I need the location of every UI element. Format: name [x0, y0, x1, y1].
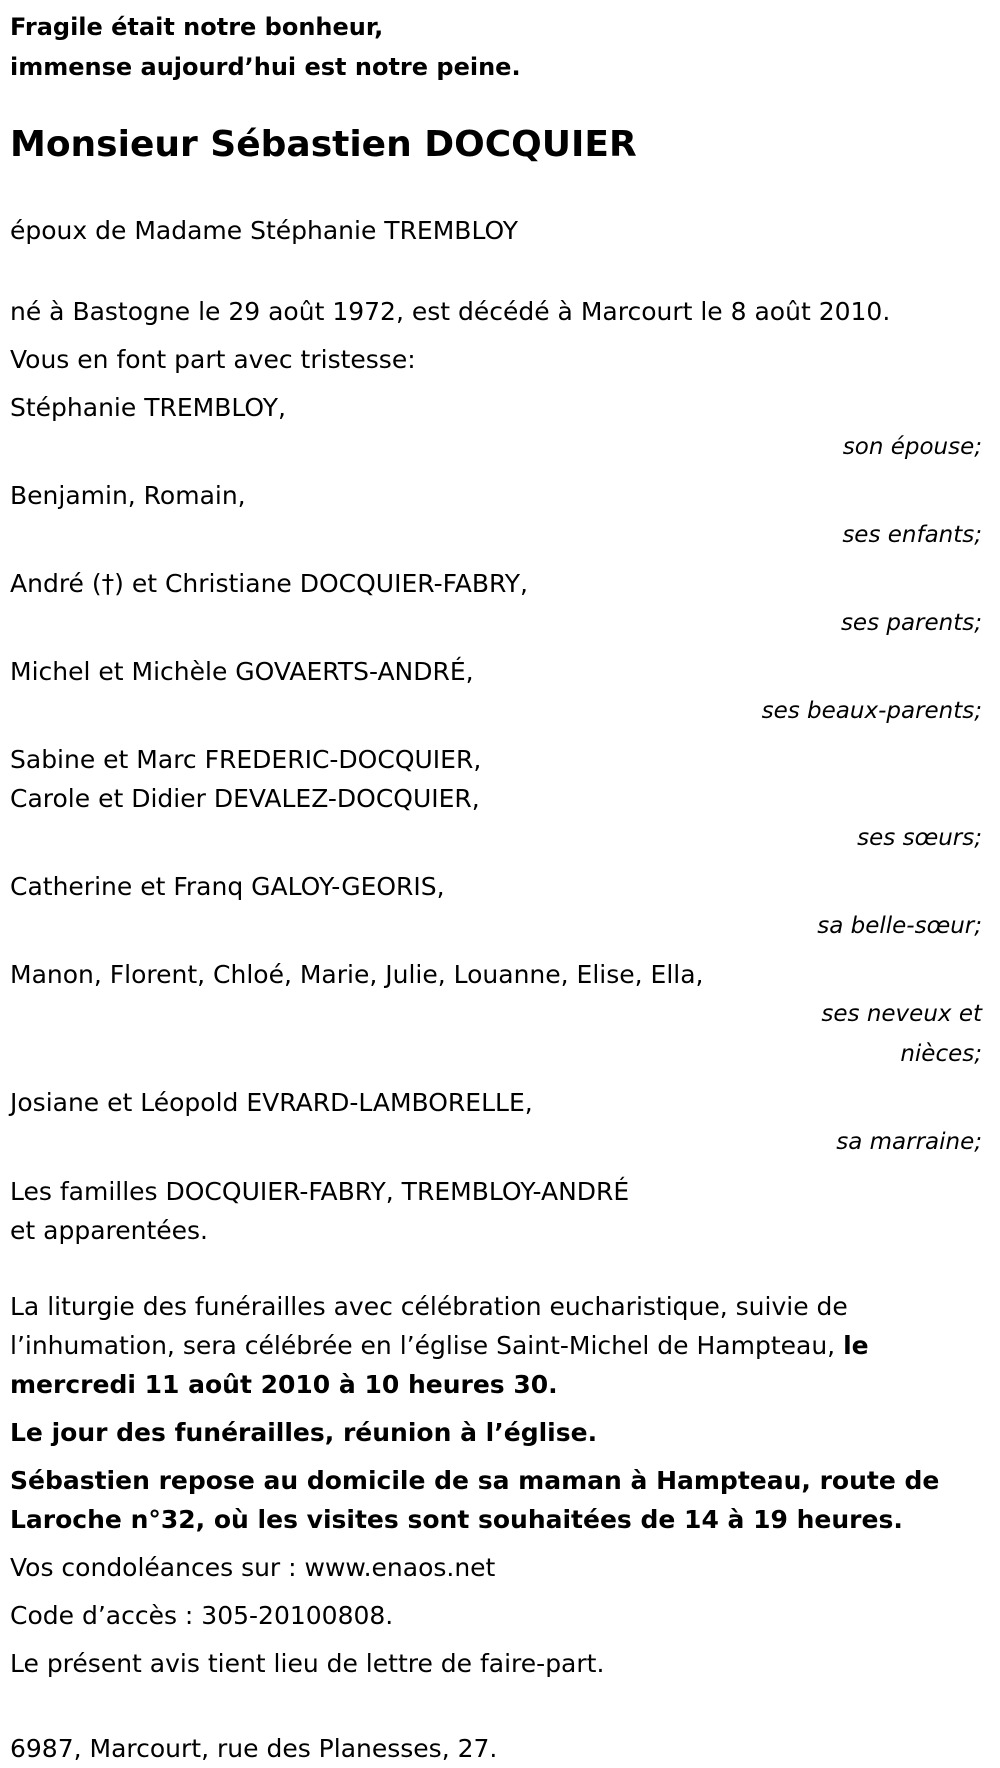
- liturgy-text: La liturgie des funérailles avec célébration eucharistique, suivie de l’inhumation, sera célébrée en l’église Saint-Michel de Hampteau,: [10, 1292, 848, 1360]
- family-entry: [10, 652, 988, 731]
- family-relation: ses parents;: [840, 610, 982, 636]
- family-entry: [10, 740, 988, 858]
- liturgy-date: le mercredi 11 août 2010 à 10 heures 30.: [10, 1331, 869, 1399]
- family-relation: ses enfants;: [842, 522, 982, 548]
- family-names: Manon, Florent, Chloé, Marie, Julie, Louanne, Elise, Ella,: [10, 960, 704, 989]
- repose-paragraph: Sébastien repose au domicile de sa maman à Hampteau, route de Laroche n°32, où les visites sont souhaitées de 14 à 19 heures.: [10, 1466, 940, 1534]
- families-line-1: Les familles DOCQUIER-FABRY, TREMBLOY-ANDRÉ: [10, 1177, 630, 1206]
- family-names: Michel et Michèle GOVAERTS-ANDRÉ,: [10, 657, 474, 686]
- family-entry: [10, 564, 988, 643]
- address-line: 6987, Marcourt, rue des Planesses, 27.: [10, 1734, 498, 1763]
- family-relation: sa belle-sœur;: [817, 913, 982, 939]
- spouse-line: époux de Madame Stéphanie TREMBLOY: [10, 216, 519, 245]
- family-relation: sa marraine;: [836, 1129, 982, 1155]
- intro-verse: [10, 0, 988, 87]
- family-list: [10, 388, 988, 1162]
- meeting-line: Le jour des funérailles, réunion à l’église.: [10, 1418, 598, 1447]
- notice-line: Le présent avis tient lieu de lettre de faire-part.: [10, 1649, 605, 1678]
- deceased-name: Monsieur Sébastien DOCQUIER: [10, 124, 637, 165]
- liturgy-paragraph: [10, 1287, 988, 1404]
- family-names: Stéphanie TREMBLOY,: [10, 393, 286, 422]
- family-names: André (†) et Christiane DOCQUIER-FABRY,: [10, 569, 528, 598]
- family-relation: ses beaux-parents;: [761, 698, 982, 724]
- family-names: Catherine et Franq GALOY-GEORIS,: [10, 872, 445, 901]
- family-entry: [10, 1083, 988, 1162]
- access-code-line: Code d’accès : 305-20100808.: [10, 1601, 394, 1630]
- families-line-2: et apparentées.: [10, 1216, 208, 1245]
- family-names: Josiane et Léopold EVRARD-LAMBORELLE,: [10, 1088, 533, 1117]
- announce-line: Vous en font part avec tristesse:: [10, 345, 416, 374]
- family-entry: [10, 476, 988, 555]
- family-names: Sabine et Marc FREDERIC-DOCQUIER,: [10, 745, 482, 774]
- intro-line-2: immense aujourd’hui est notre peine.: [10, 53, 521, 81]
- extended-families: [10, 1172, 988, 1250]
- family-relation-wrap: [788, 994, 988, 1074]
- intro-line-1: Fragile était notre bonheur,: [10, 13, 384, 41]
- condolences-line: Vos condoléances sur : www.enaos.net: [10, 1553, 496, 1582]
- birth-death-line: né à Bastogne le 29 août 1972, est décédé à Marcourt le 8 août 2010.: [10, 297, 891, 326]
- family-relation: ses neveux et nièces;: [821, 1001, 982, 1067]
- family-names: Benjamin, Romain,: [10, 481, 246, 510]
- family-entry: [10, 955, 988, 1074]
- family-relation: son épouse;: [842, 434, 982, 460]
- family-names: Carole et Didier DEVALEZ-DOCQUIER,: [10, 784, 480, 813]
- family-entry: [10, 388, 988, 467]
- family-relation: ses sœurs;: [857, 825, 982, 851]
- family-entry: [10, 867, 988, 946]
